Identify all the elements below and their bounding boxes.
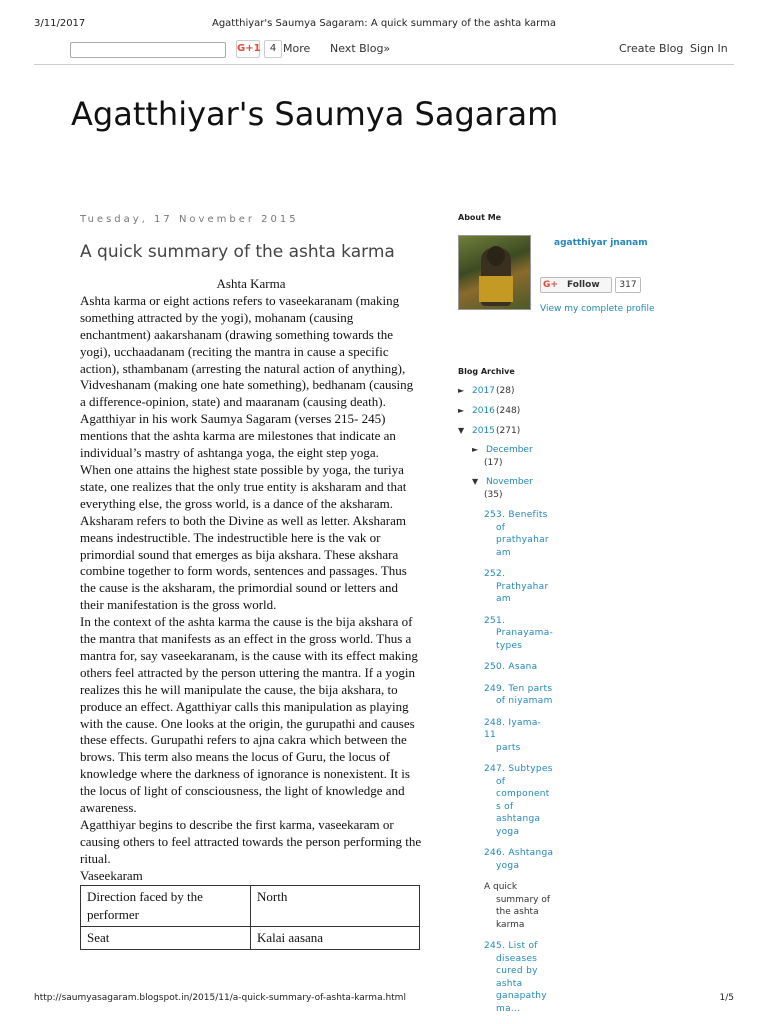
- archive-year-link[interactable]: 2016: [472, 406, 495, 416]
- archive-post-link[interactable]: [484, 568, 554, 606]
- view-profile-link[interactable]: View my complete profile: [540, 304, 655, 314]
- archive-post-line: the ashta: [496, 907, 539, 917]
- profile-name-link[interactable]: agatthiyar jnanam: [554, 238, 648, 248]
- archive-post-line: Pranayama-: [496, 628, 554, 638]
- post-paragraph: Agatthiyar begins to describe the first karma, vaseekaram or causing others to feel attracted towards the person performing the ritual.: [80, 817, 422, 866]
- google-plus-count: 4: [264, 40, 282, 58]
- archive-month-count: (35): [484, 490, 503, 500]
- blog-title[interactable]: Agatthiyar's Saumya Sagaram: [71, 95, 559, 133]
- archive-post-line: cured by: [496, 966, 538, 976]
- post-paragraph: Ashta karma or eight actions refers to vaseekaranam (making something attracted by the yogi), mohanam (causing enchantment) aakarshanam (drawing something towards the yogi), ucchaadanam (reciting the mantra in cause a specific action), sthambanam (arresting the natural action of anything), Vidveshanam (making one hate something), bedhanam (causing a difference-opinion, state) and maaranam (causing death). Agatthiyar in his work Saumya Sagaram (verses 215- 245) mentions that the ashta karma are milestones that indicate an individual’s mastry of ashtanga yoga, the eight step yoga.: [80, 292, 414, 461]
- post-body: [80, 276, 422, 950]
- post-paragraph: When one attains the highest state possible by yoga, the turiya state, one realizes that the only true entity is aksharam and that everything else, the gross world, is a dance of the aksharam. Aksharam refers to both the Divine as well as letter. Aksharam means indestructible. The indestructible here is the vak or primordial sound that emerges as bija akshara. These akshara combine together to form words, sentences and passages. Thus the cause is the aksharam, the primordial sound or letters and their manifestation is the gross world.: [80, 461, 407, 613]
- archive-post-line: diseases: [496, 953, 538, 964]
- table-cell: Kalai aasana: [251, 926, 420, 949]
- print-url: http://saumyasagaram.blogspot.in/2015/11/a-quick-summary-of-ashta-karma.html: [34, 993, 406, 1003]
- follow-button[interactable]: [540, 277, 612, 293]
- archive-post-link[interactable]: [484, 615, 554, 653]
- archive-post-line: 253. Benefits: [484, 510, 548, 520]
- archive-post-line: 249. Ten parts: [484, 683, 553, 694]
- archive-post-line: 251.: [484, 615, 506, 626]
- archive-post-line: karma: [496, 919, 525, 930]
- archive-post-current: [484, 881, 554, 931]
- collapse-arrow-icon[interactable]: ▼: [472, 477, 479, 486]
- table-cell: North: [251, 885, 420, 926]
- post-title[interactable]: A quick summary of the ashta karma: [80, 242, 395, 262]
- archive-post-line: 252.: [484, 569, 506, 579]
- post-subheading: Ashta Karma: [216, 276, 286, 291]
- print-page-number: 1/5: [719, 993, 734, 1003]
- archive-post-list: [484, 509, 554, 1015]
- about-me-heading: About Me: [458, 213, 502, 222]
- next-blog-link[interactable]: Next Blog»: [330, 42, 391, 55]
- archive-month-november[interactable]: [472, 476, 568, 501]
- archive-year-count: (271): [496, 426, 521, 436]
- archive-post-line: of: [496, 522, 506, 533]
- archive-post-line: prathyahar: [496, 535, 549, 545]
- archive-month-december[interactable]: [472, 444, 568, 469]
- more-link[interactable]: More: [283, 42, 311, 55]
- collapse-arrow-icon[interactable]: ▼: [458, 426, 465, 435]
- archive-month-count: (17): [484, 458, 503, 468]
- expand-arrow-icon[interactable]: ►: [458, 406, 465, 415]
- archive-year-count: (248): [496, 406, 521, 416]
- vaseekaram-label: Vaseekaram: [80, 867, 143, 883]
- archive-post-line: 245. List of: [484, 941, 538, 951]
- blog-archive: [458, 385, 568, 1015]
- expand-arrow-icon[interactable]: ►: [458, 386, 465, 395]
- archive-post-line: 246. Ashtanga: [484, 848, 554, 858]
- archive-post-line: 250. Asana: [484, 662, 538, 672]
- archive-month-link[interactable]: December: [486, 445, 533, 455]
- archive-year-link[interactable]: 2015: [472, 426, 495, 436]
- archive-post-link[interactable]: [484, 940, 554, 1015]
- blogger-navbar: [34, 38, 734, 65]
- archive-year-count: (28): [496, 386, 515, 396]
- karma-table: [80, 885, 420, 950]
- post-paragraph: In the context of the ashta karma the cause is the bija akshara of the mantra that manifests as an effect in the gross world. Thus a mantra for, say vaseekaranam, is the cause with its effect making others feel attracted by the person uttering the mantra. If a yogin realizes this he will manipulate the cause, the bija akshara, to produce an effect. Agatthiyar calls this manipulation as playing with the cause. One looks at the origin, the gurupathi and causes these effects. Gurupathi refers to ajna cakra which between the brows. This term also means the locus of Guru, the locus of knowledge where the darkness of ignorance is nonexistent. It is the locus of light of consciousness, the light of knowledge and awareness.: [80, 614, 418, 816]
- table-row: [81, 926, 420, 949]
- archive-year-link[interactable]: 2017: [472, 386, 495, 396]
- archive-month-link[interactable]: November: [486, 477, 533, 487]
- archive-post-link[interactable]: [484, 683, 554, 708]
- create-blog-link[interactable]: Create Blog: [619, 42, 684, 55]
- print-header: [34, 18, 734, 32]
- archive-post-line: am: [496, 594, 511, 604]
- table-row: [81, 885, 420, 926]
- follower-count: 317: [615, 277, 641, 293]
- archive-post-line: summary of: [496, 894, 551, 905]
- archive-post-link[interactable]: [484, 661, 554, 674]
- archive-post-line: 248. Iyama- 11: [484, 717, 542, 740]
- post-main: [80, 210, 422, 950]
- search-input[interactable]: [70, 42, 226, 58]
- profile-photo[interactable]: [458, 235, 531, 310]
- blog-archive-heading: Blog Archive: [458, 367, 515, 376]
- archive-post-line: A quick: [484, 882, 518, 892]
- sidebar: [458, 213, 655, 1024]
- archive-post-line: s of: [496, 801, 514, 812]
- expand-arrow-icon[interactable]: ►: [472, 445, 479, 454]
- google-plus-icon: G+: [543, 280, 558, 290]
- archive-post-line: ashta: [496, 978, 523, 989]
- archive-post-line: types: [496, 640, 523, 651]
- google-plus-button[interactable]: G+1: [236, 40, 260, 58]
- archive-post-link[interactable]: [484, 717, 554, 755]
- profile-widget: [458, 235, 655, 335]
- sign-in-link[interactable]: Sign In: [690, 42, 728, 55]
- archive-year-2016[interactable]: [458, 405, 568, 417]
- table-cell: Seat: [81, 926, 251, 949]
- archive-post-line: parts: [496, 742, 521, 753]
- archive-post-line: yoga: [496, 826, 520, 837]
- archive-post-line: of niyamam: [496, 696, 553, 706]
- table-cell: Direction faced by the performer: [81, 885, 251, 926]
- print-title: Agatthiyar's Saumya Sagaram: A quick summary of the ashta karma: [211, 18, 556, 29]
- archive-post-link[interactable]: [484, 847, 554, 872]
- print-date: 3/11/2017: [34, 18, 86, 29]
- archive-year-2015[interactable]: [458, 425, 568, 437]
- archive-post-line: 247. Subtypes: [484, 764, 553, 774]
- archive-post-link[interactable]: [484, 763, 554, 838]
- archive-post-line: ashtanga: [496, 814, 541, 824]
- archive-post-line: component: [496, 789, 550, 799]
- archive-post-line: am: [496, 547, 511, 558]
- archive-post-line: yoga: [496, 860, 520, 871]
- follow-label: Follow: [567, 280, 600, 290]
- archive-year-2017[interactable]: [458, 385, 568, 397]
- post-date: Tuesday, 17 November 2015: [80, 214, 299, 225]
- archive-post-link[interactable]: [484, 509, 554, 559]
- archive-post-line: ma...: [496, 1003, 521, 1014]
- archive-post-line: of: [496, 776, 506, 787]
- archive-post-line: ganapathy: [496, 991, 547, 1001]
- archive-post-line: Prathyahar: [496, 581, 549, 592]
